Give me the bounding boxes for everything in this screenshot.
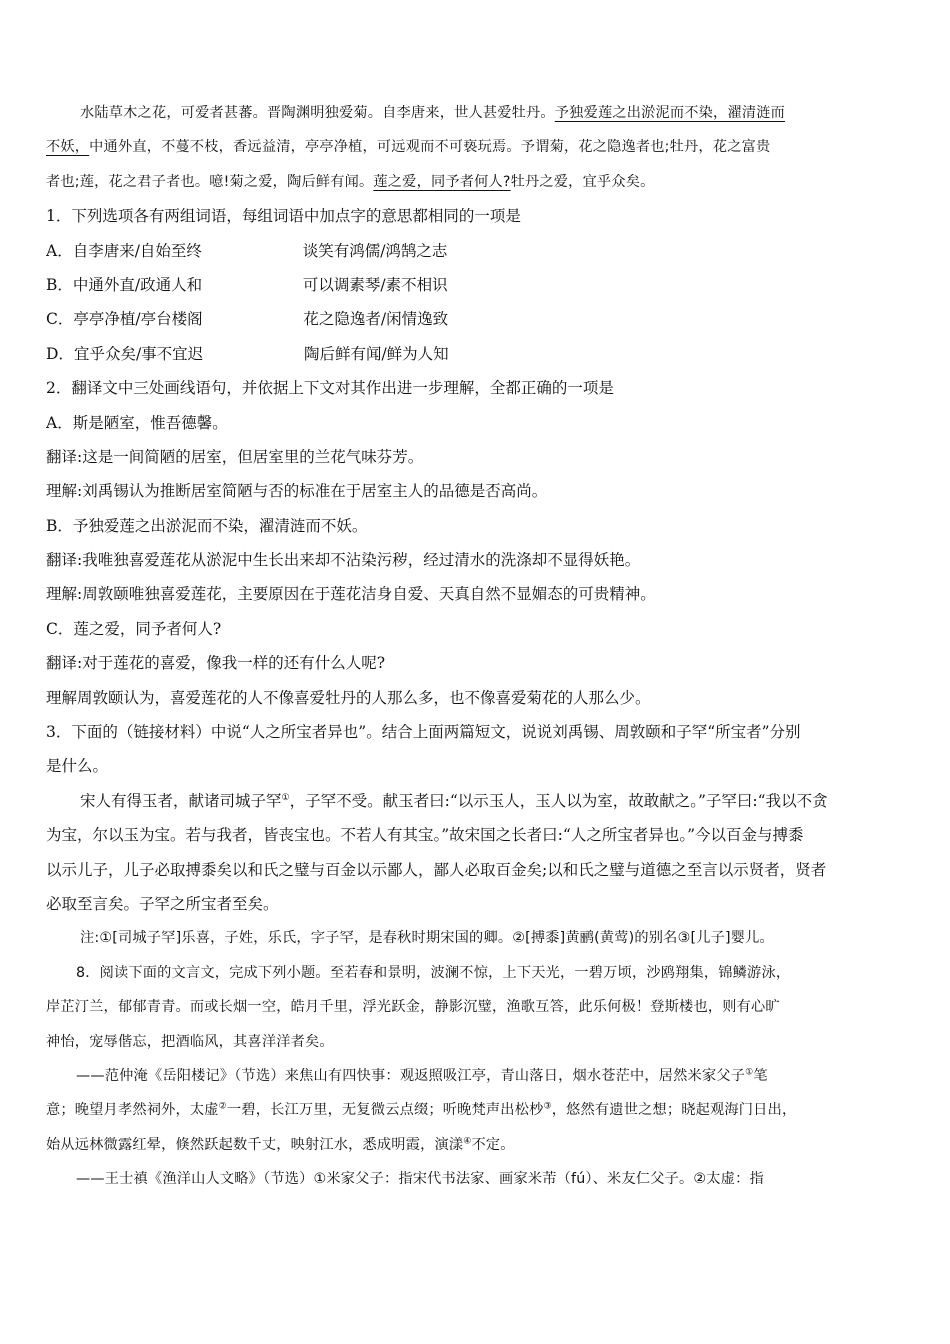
q8-text: 不定。	[471, 1136, 515, 1153]
q8-text: ——范仲淹《岳阳楼记》（节选）来焦山有四快事：观返照吸江亭，青山落日，烟水苍茫中，居然米家父子	[76, 1067, 746, 1084]
option-letter: B．	[46, 275, 73, 294]
material-text: 宋人有得玉者，献诸司城子罕	[80, 791, 282, 810]
option-left: 自李唐来/自始至终	[72, 241, 202, 260]
q8-text: ，悠然有遗世之想；晓起观海门日出，	[551, 1102, 797, 1119]
q2-option-b-translation: 翻译:我唯独喜爱莲花从淤泥中生长出来却不沾染污秽，经过清水的洗涤却不显得妖艳。	[46, 551, 641, 570]
q1-option-a	[46, 234, 908, 268]
q2-option-a-title: A．斯是陋室，惟吾德馨。	[46, 413, 228, 432]
q1-option-b	[46, 268, 908, 302]
q3-material-line-1	[46, 784, 908, 818]
q8-line-3: 神怡，宠辱偕忘，把酒临风，其喜洋洋者矣。	[46, 1033, 334, 1050]
option-letter: C．	[46, 310, 74, 329]
passage-text: 牡丹之爱，宜乎众矣。	[510, 173, 655, 190]
footnote-marker: ④	[463, 1135, 472, 1146]
q3-stem-line-2: 是什么。	[46, 757, 109, 776]
q2-option-c-understanding: 理解周敦颐认为，喜爱莲花的人不像喜爱牡丹的人那么多，也不像喜爱菊花的人那么少。	[46, 688, 651, 707]
q2-option-a-understanding: 理解:刘禹锡认为推断居室简陋与否的标准在于居室主人的品德是否高尚。	[46, 482, 548, 501]
underlined-sentence-1: 予独爱莲之出淤泥而不染，濯清涟而	[554, 105, 785, 121]
document-page	[46, 96, 908, 1197]
option-right: 陶后鲜有闻/鲜为人知	[303, 344, 449, 363]
q2-option-a-translation: 翻译:这是一间简陋的居室，但居室里的兰花气味芬芳。	[46, 447, 424, 466]
passage-text: 中通外直，不蔓不枝，香远益清，亭亭净植，可远观而不可亵玩焉。予谓菊，花之隐逸者也;牡丹，花之富贵	[89, 139, 771, 156]
q2-option-c-translation: 翻译:对于莲花的喜爱，像我一样的还有什么人呢?	[46, 654, 386, 673]
q8-text: 一碧，长江万里，无复微云点缀；听晚梵声出松杪	[226, 1102, 544, 1119]
q1-option-d	[46, 337, 908, 371]
q3-note: 注:①[司城子罕]乐喜，子姓，乐氏，字子罕，是春秋时期宋国的卿。②[搏黍]黄鹂(黄莺)的别名③[儿子]婴儿。	[80, 930, 774, 947]
option-letter: D．	[46, 344, 74, 363]
q3-stem-line-1: 3．下面的（链接材料）中说“人之所宝者异也”。结合上面两篇短文，说说刘禹锡、周敦颐和子罕“所宝者”分别	[46, 723, 801, 742]
underlined-sentence-1-end: 不妖，	[46, 139, 90, 156]
q8-line-5	[46, 1093, 908, 1127]
q8-line-4	[46, 1059, 908, 1093]
material-text: ，子罕不受。献玉者曰:“以示玉人，玉人以为室，故敢献之。”子罕曰:“我以不贪	[289, 791, 828, 810]
footnote-marker: ②	[218, 1101, 227, 1112]
passage-line-2	[46, 130, 908, 164]
footnote-marker: ①	[745, 1067, 754, 1078]
q3-material-line-3: 以示儿子，儿子必取搏黍矣以和氏之璧与百金以示鄙人，鄙人必取百金矣;以和氏之璧与道德之至言以示贤者，贤者	[46, 860, 827, 879]
footnote-marker: ①	[281, 792, 290, 803]
q2-option-b-title: B．予独爱莲之出淤泥而不染，濯清涟而不妖。	[46, 516, 368, 535]
q8-text: 意；晚望月孝然祠外，太虚	[46, 1102, 219, 1119]
footnote-marker: ③	[543, 1101, 552, 1112]
passage-line-3	[46, 165, 908, 199]
option-left: 中通外直/政通人和	[72, 275, 203, 294]
passage-line-1	[46, 96, 908, 130]
q8-line-2: 岸芷汀兰，郁郁青青。而或长烟一空，皓月千里，浮光跃金，静影沉璧，渔歌互答，此乐何极！登斯楼也，则有心旷	[46, 999, 780, 1016]
q2-stem: 2．翻译文中三处画线语句，并依据上下文对其作出进一步理解，全都正确的一项是	[46, 379, 614, 398]
q1-stem: 1．下列选项各有两组词语，每组词语中加点字的意思都相同的一项是	[46, 207, 521, 226]
q2-option-b-understanding: 理解:周敦颐唯独喜爱莲花，主要原因在于莲花洁身自爱、天真自然不显媚态的可贵精神。	[46, 585, 656, 604]
q2-option-c-title: C．莲之爱，同予者何人?	[46, 619, 222, 638]
q8-line-6	[46, 1128, 908, 1162]
option-right: 谈笑有鸿儒/鸿鹄之志	[302, 241, 448, 260]
option-left: 亭亭净植/亭台楼阁	[73, 310, 203, 329]
q8-line-1: 8．阅读下面的文言文，完成下列小题。至若春和景明，波澜不惊，上下天光，一碧万顷，沙鸥翔集，锦鳞游泳，	[76, 964, 791, 981]
passage-text: 者也;莲，花之君子者也。噫!菊之爱，陶后鲜有闻。	[46, 173, 374, 190]
q3-material-line-4: 必取至言矣。子罕之所宝者至矣。	[46, 894, 279, 913]
option-right: 可以调素琴/素不相识	[302, 275, 448, 294]
option-left: 宜乎众矣/事不宜迟	[73, 344, 204, 363]
q3-material-line-2: 为宝，尔以玉为宝。若与我者，皆丧宝也。不若人有其宝。”故宋国之长者曰:“人之所宝者异也。”今以百金与搏黍	[46, 826, 804, 845]
option-letter: A．	[46, 241, 73, 260]
underlined-sentence-3: 莲之爱，同予者何人?	[373, 173, 511, 190]
passage-text: 水陆草木之花，可爱者甚蕃。晋陶渊明独爱菊。自李唐来，世人甚爱牡丹。	[80, 105, 555, 121]
q8-text: 笔	[753, 1067, 768, 1084]
q8-text: 始从远林微露红晕，倏然跃起数千丈，映射江水，悉成明霞，演漾	[46, 1136, 464, 1153]
q1-option-c	[46, 302, 908, 336]
q8-line-7: ——王士禛《渔洋山人文略》（节选）①米家父子：指宋代书法家、画家米芾（fú）、米友仁父子。②太虚：指	[76, 1171, 764, 1188]
option-right: 花之隐逸者/闲情逸致	[303, 310, 449, 329]
